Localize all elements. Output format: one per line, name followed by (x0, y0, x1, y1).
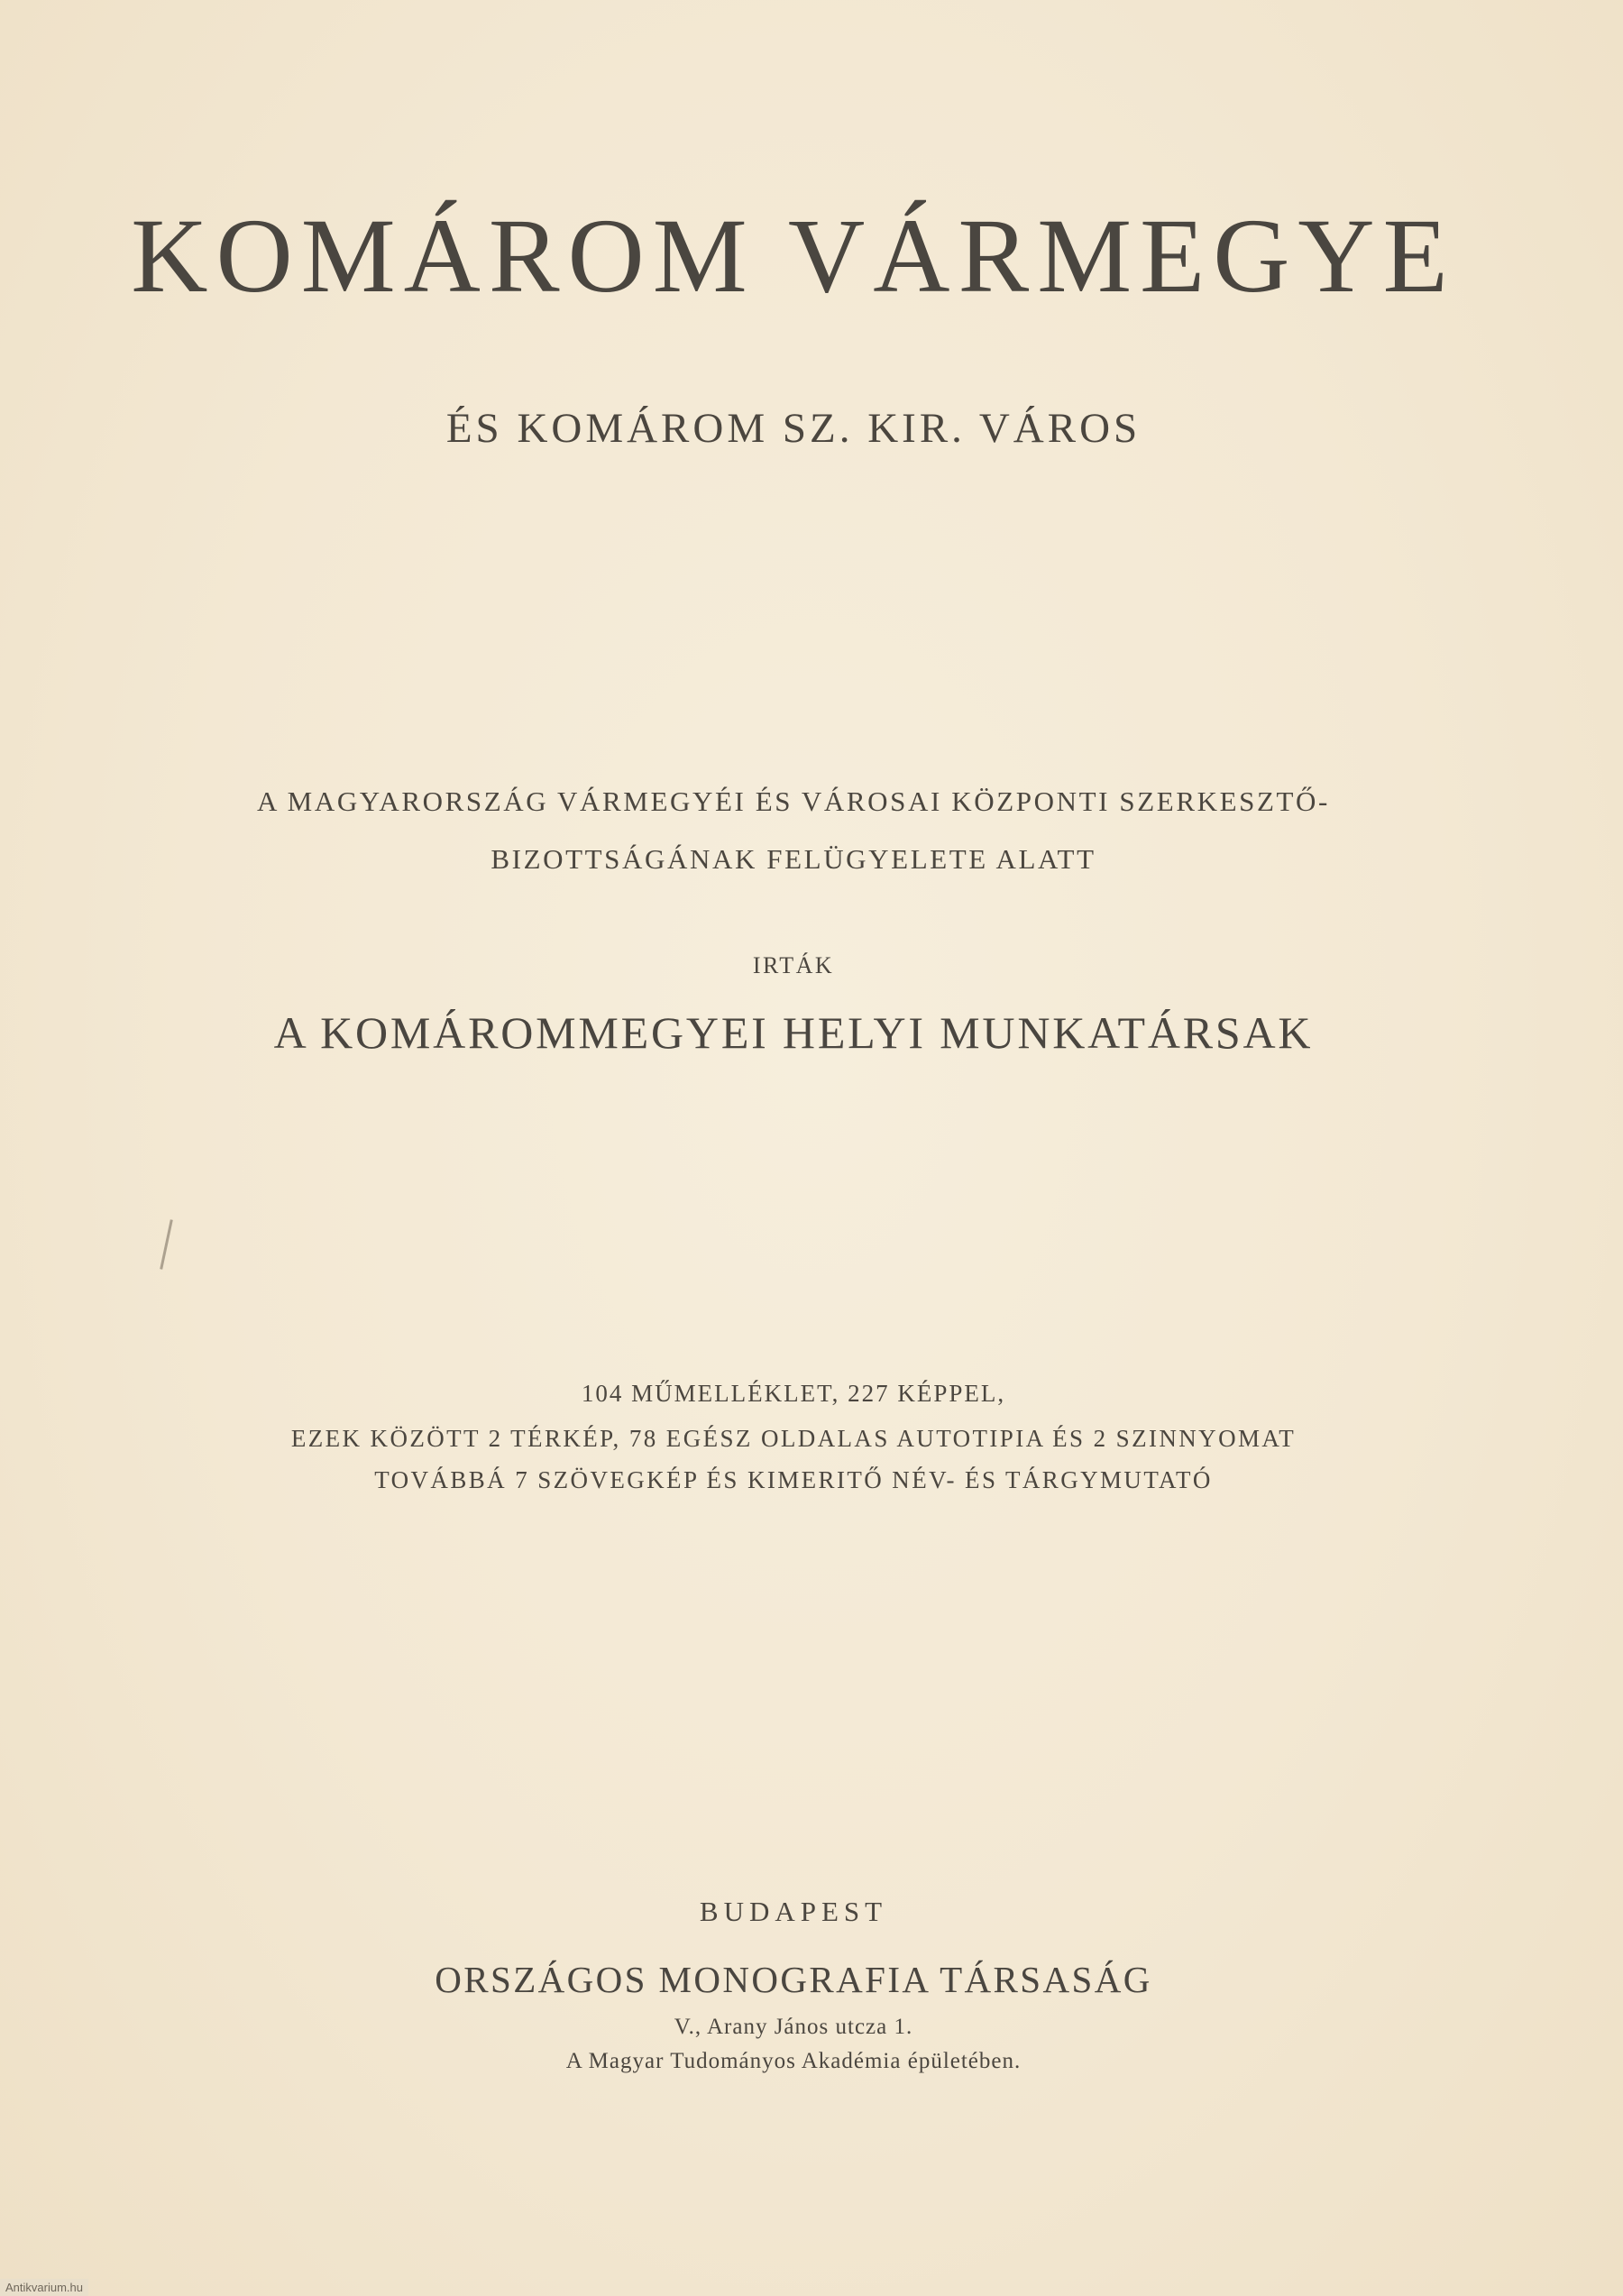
wrote-label: IRTÁK (752, 952, 835, 978)
publication-city: BUDAPEST (699, 1896, 888, 1927)
publisher-building: A Magyar Tudományos Akadémia épületében. (565, 2049, 1022, 2073)
supervision-line-1: A MAGYARORSZÁG VÁRMEGYÉI ÉS VÁROSAI KÖZPONTI SZERKESZTŐ- (257, 785, 1330, 817)
watermark-label: Antikvarium.hu (0, 2279, 88, 2296)
book-title: KOMÁROM VÁRMEGYE (131, 197, 1456, 315)
book-subtitle: ÉS KOMÁROM SZ. KIR. VÁROS (445, 405, 1142, 452)
supervision-line-2: BIZOTTSÁGÁNAK FELÜGYELETE ALATT (491, 843, 1096, 875)
pencil-mark (160, 1219, 173, 1269)
publisher-address: V., Arany János utcza 1. (674, 2015, 913, 2039)
illustrations-line-1: 104 MŰMELLÉKLET, 227 KÉPPEL, (581, 1380, 1006, 1407)
illustrations-line-3: TOVÁBBÁ 7 SZÖVEGKÉP ÉS KIMERITŐ NÉV- ÉS TÁRGYMUTATÓ (374, 1466, 1213, 1493)
illustrations-line-2: EZEK KÖZÖTT 2 TÉRKÉP, 78 EGÉSZ OLDALAS AUTOTIPIA ÉS 2 SZINNYOMAT (290, 1425, 1297, 1452)
authors-line: A KOMÁROMMEGYEI HELYI MUNKATÁRSAK (273, 1007, 1314, 1058)
publisher-name: ORSZÁGOS MONOGRAFIA TÁRSASÁG (435, 1959, 1152, 2000)
